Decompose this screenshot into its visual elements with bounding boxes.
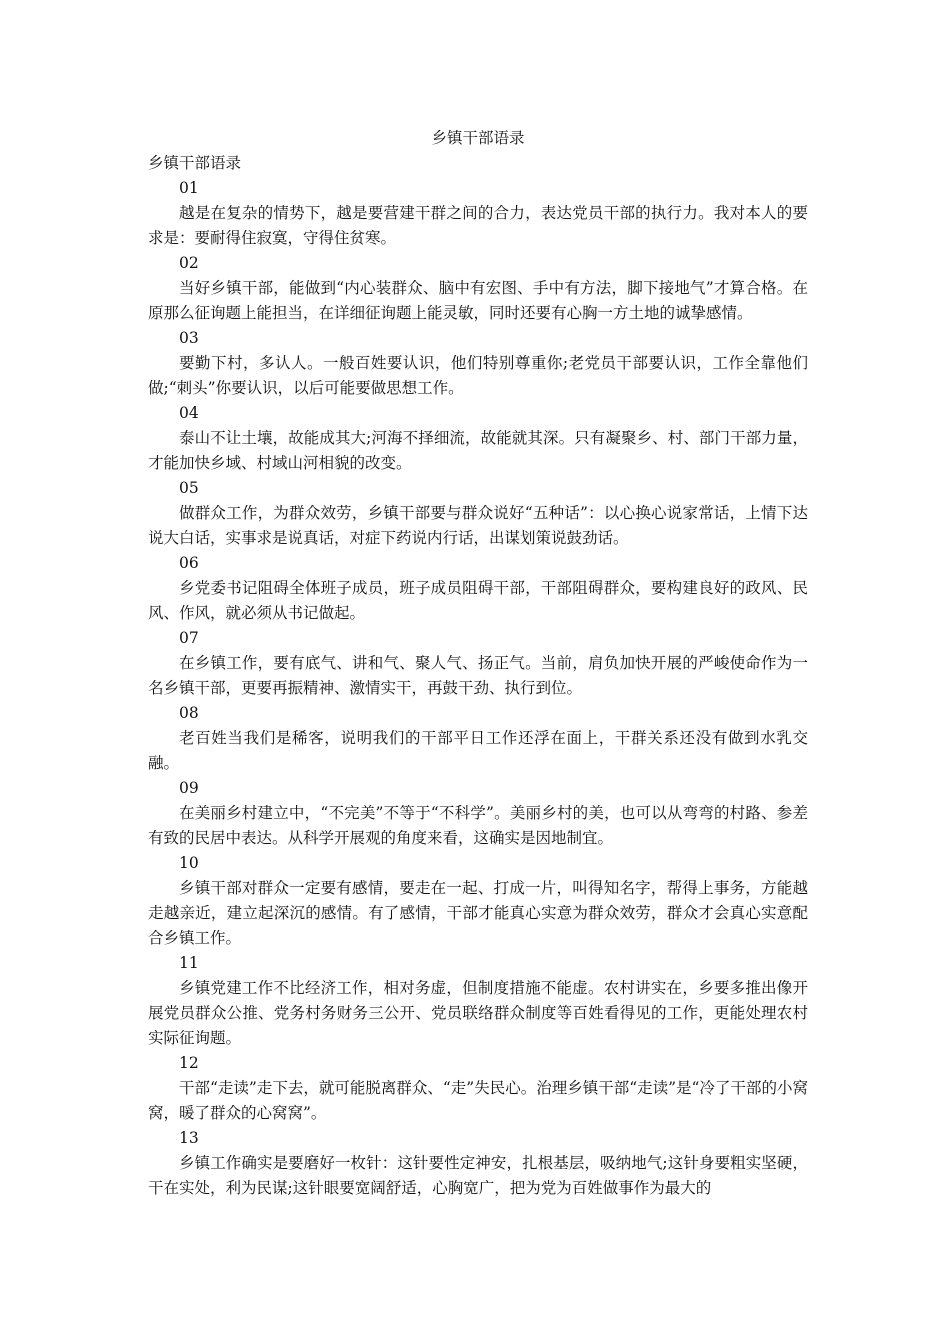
entry-number: 04 (179, 404, 199, 422)
entry-text: 乡镇干部对群众一定要有感情，要走在一起、打成一片，叫得知名字，帮得上事务，方能越走越亲近，建立起深沉的感情。有了感情，干部才能真心实意为群众效劳，群众才会真心实意配合乡镇工作。 (148, 879, 808, 947)
entry-number: 08 (179, 704, 199, 722)
entry-number: 07 (179, 629, 199, 647)
entry-text: 越是在复杂的情势下，越是要营建干群之间的合力，表达党员干部的执行力。我对本人的要求是：要耐得住寂寞，守得住贫寒。 (148, 204, 808, 247)
entry-number: 09 (179, 779, 199, 797)
entry-text: 泰山不让土壤，故能成其大;河海不择细流，故能就其深。只有凝聚乡、村、部门干部力量，才能加快乡域、村域山河相貌的改变。 (148, 429, 808, 472)
entry-number: 13 (179, 1129, 199, 1147)
entry-number: 02 (179, 254, 199, 272)
entry-list (148, 176, 808, 1201)
entry-text: 做群众工作，为群众效劳，乡镇干部要与群众说好“五种话”：以心换心说家常话，上情下达说大白话，实事求是说真话，对症下药说内行话，出谋划策说鼓劲话。 (148, 504, 808, 547)
entry-text: 在美丽乡村建立中，“不完美”不等于“不科学”。美丽乡村的美，也可以从弯弯的村路、参差有致的民居中表达。从科学开展观的角度来看，这确实是因地制宜。 (148, 804, 808, 847)
document-title: 乡镇干部语录 (431, 129, 525, 147)
entry-number: 01 (179, 179, 199, 197)
entry-text: 要勤下村，多认人。一般百姓要认识，他们特别尊重你;老党员干部要认识，工作全靠他们做;“刺头”你要认识，以后可能要做思想工作。 (148, 354, 808, 397)
entry-text: 在乡镇工作，要有底气、讲和气、聚人气、扬正气。当前，肩负加快开展的严峻使命作为一名乡镇干部，更要再振精神、激情实干，再鼓干劲、执行到位。 (148, 654, 808, 697)
entry-text: 乡党委书记阻碍全体班子成员，班子成员阻碍干部，干部阻碍群众，要构建良好的政风、民风、作风，就必须从书记做起。 (148, 579, 808, 622)
entry-number: 05 (179, 479, 199, 497)
entry-number: 12 (179, 1054, 199, 1072)
entry-text: 当好乡镇干部，能做到“内心装群众、脑中有宏图、手中有方法，脚下接地气”才算合格。在原那么征询题上能担当，在详细征询题上能灵敏，同时还要有心胸一方土地的诚挚感情。 (148, 279, 808, 322)
document-page (148, 126, 808, 1201)
entry-number: 03 (179, 329, 199, 347)
entry-text: 乡镇党建工作不比经济工作，相对务虚，但制度措施不能虚。农村讲实在，乡要多推出像开展党员群众公推、党务村务财务三公开、党员联络群众制度等百姓看得见的工作，更能处理农村实际征询题。 (148, 979, 808, 1047)
entry-number: 11 (179, 954, 199, 972)
entry-number: 10 (179, 854, 199, 872)
document-subtitle: 乡镇干部语录 (148, 154, 242, 172)
entry-number: 06 (179, 554, 199, 572)
entry-text: 干部“走读”走下去，就可能脱离群众、“走”失民心。治理乡镇干部“走读”是“冷了干部的小窝窝，暖了群众的心窝窝”。 (148, 1079, 808, 1122)
entry-text: 老百姓当我们是稀客，说明我们的干部平日工作还浮在面上，干群关系还没有做到水乳交融。 (148, 729, 808, 772)
entry-text: 乡镇工作确实是要磨好一枚针：这针要性定神安，扎根基层，吸纳地气;这针身要粗实坚硬，干在实处，利为民谋;这针眼要宽阔舒适，心胸宽广，把为党为百姓做事作为最大的 (148, 1154, 808, 1197)
